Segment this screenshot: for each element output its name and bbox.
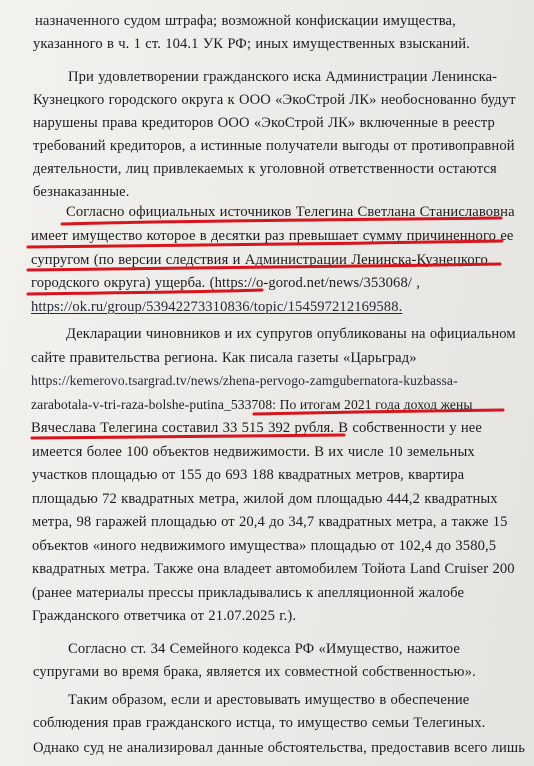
highlighted-line: Согласно официальных источников Телегина Светлана Станиславовна [66, 204, 515, 220]
highlighted-line: zarabotala-v-tri-raza-bolshe-putina_533708: По итогам 2021 года доход жены [31, 397, 473, 412]
text-line: сайте правительства региона. Как писала газеты «Царьград» [31, 350, 417, 366]
text-line: нарушены права кредиторов ООО «ЭкоСтрой ЛК» включенные в реестр [33, 115, 495, 131]
text-line: указанного в ч. 1 ст. 104.1 УК РФ; иных имущественных взысканий. [33, 36, 470, 52]
text-line: деятельности, лиц привлекаемых к уголовной ответственности остаются [33, 161, 497, 177]
highlighted-line: Вячеслава Телегина составил 33 515 392 рубля. В собственности у нее [31, 420, 482, 436]
text-line: При удовлетворении гражданского иска Администрации Ленинска- [68, 69, 498, 85]
text-line: Однако суд не анализировал данные обстоятельства, предоставив всего лишь [33, 740, 526, 756]
text-line: Таким образом, если и арестовывать имущество в обеспечение [68, 692, 470, 708]
text-line: участков площадью от 155 до 693 188 квадратных метров, квартира [32, 467, 465, 483]
source-link[interactable]: https://kemerovo.tsargrad.tv/news/zhena-pervogo-zamgubernatora-kuzbassa- [31, 373, 458, 388]
highlighted-line: супругом (по версии следствия и Администрации Ленинска-Кузнецкого [31, 252, 488, 268]
text-line: требований кредиторов, а истинные получатели выгоды от противоправной [33, 138, 515, 154]
text-line: Кузнецкого городского округа к ООО «ЭкоСтрой ЛК» необоснованно будут [33, 92, 516, 108]
text-line: метра, 98 гаражей площадью от 20,4 до 34,7 квадратных метра, а также 15 [32, 514, 508, 530]
text-line: Гражданского ответчика от 21.07.2025 г.). [32, 608, 297, 624]
text-line: соблюдения прав гражданского истца, то имущество семьи Телегиных. [33, 715, 486, 731]
text-line: квадратных метра. Также она владеет автомобилем Тойота Land Cruiser 200 [32, 561, 515, 577]
text-line-with-link: городского округа) ущерба. (https://o-gorod.net/news/353068/ , [31, 275, 420, 291]
highlighted-line: имеет имущество которое в десятки раз превышает сумму причиненного ее [31, 228, 514, 244]
text-line: объектов «иного недвижимого имущества» площадью от 102,4 до 3580,5 [32, 538, 497, 554]
text-line: имеется более 100 объектов недвижимости. В их числе 10 земельных [32, 444, 475, 460]
text-line: (ранее материалы прессы прикладывались к апелляционной жалобе [32, 585, 465, 601]
text-line: Согласно ст. 34 Семейного кодекса РФ «Имущество, нажитое [68, 641, 460, 657]
text-line: назначенного судом штрафа; возможной конфискации имущества, [35, 13, 456, 29]
text-line: Декларации чиновников и их супругов опубликованы на официальном [66, 326, 516, 342]
text-line: супругами во время брака, является их совместной собственностью». [33, 664, 476, 680]
text-line: безнаказанные. [33, 184, 130, 200]
source-link[interactable]: https://ok.ru/group/53942273310836/topic/154597212169588. [31, 299, 403, 315]
text-line: площадью 72 квадратных метра, жилой дом площадью 444,2 квадратных [32, 491, 498, 507]
